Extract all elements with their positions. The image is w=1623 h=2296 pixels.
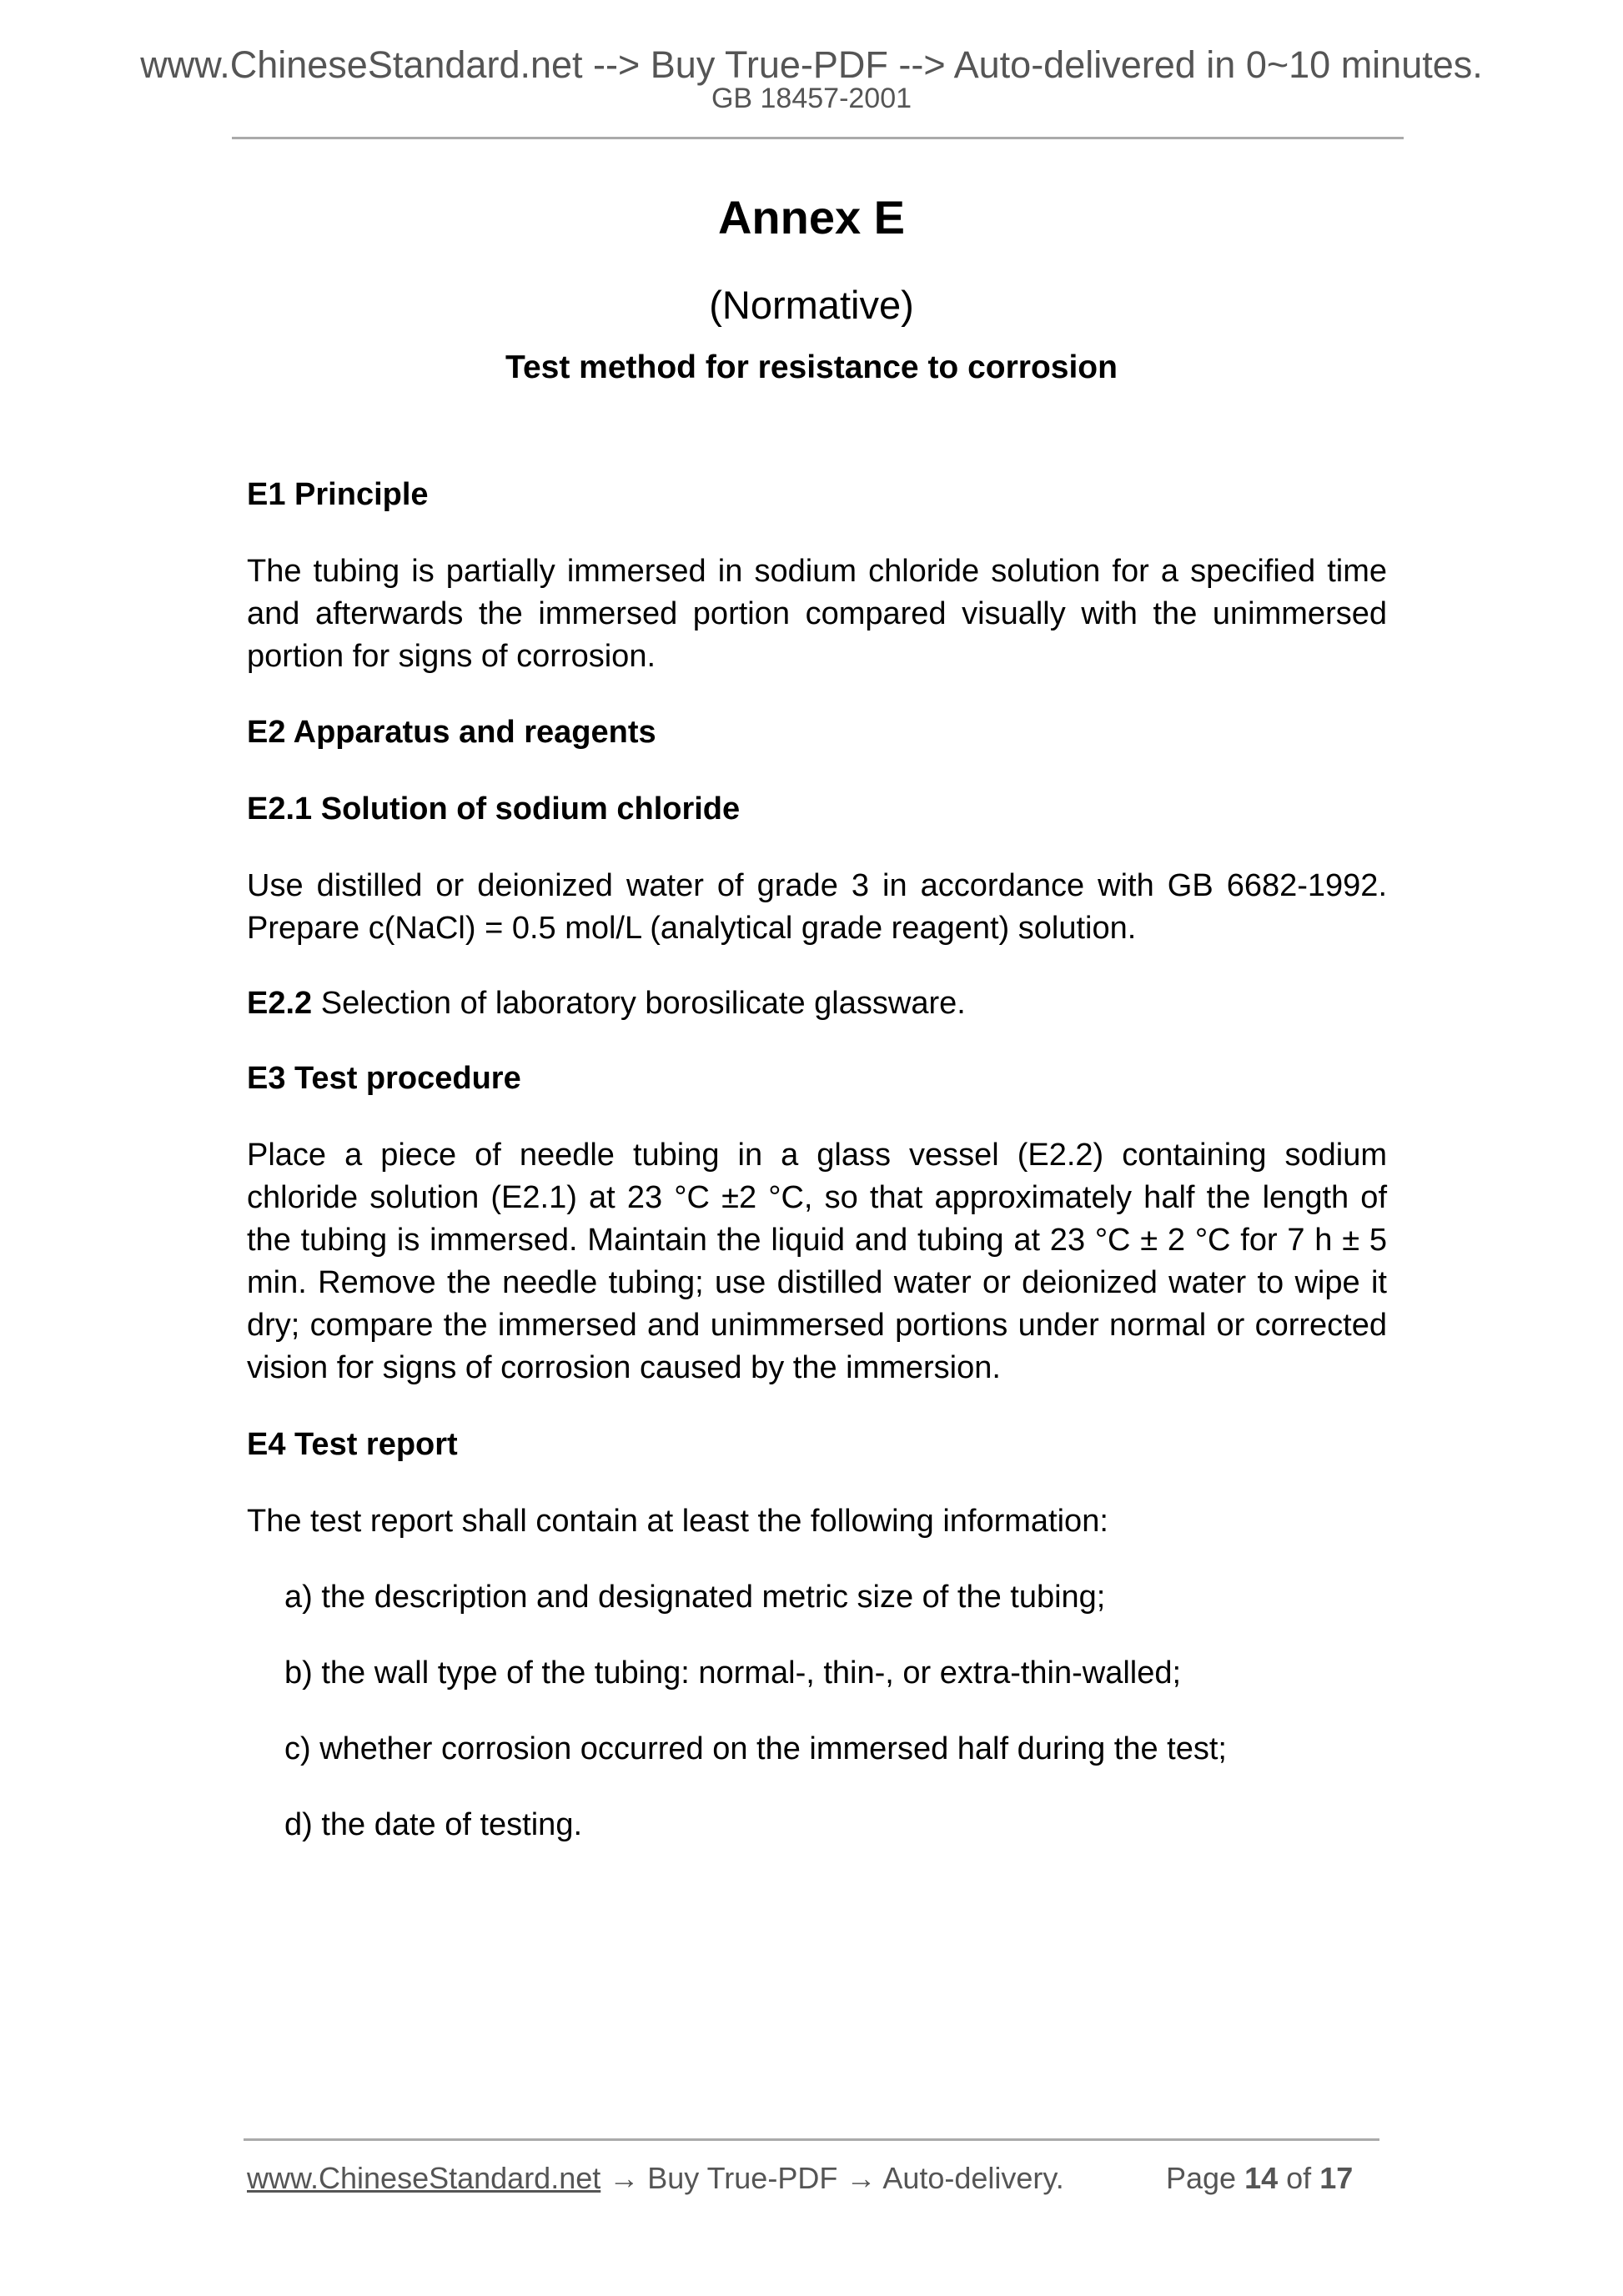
e2-heading: E2 Apparatus and reagents bbox=[247, 715, 656, 750]
page-label: Page bbox=[1166, 2161, 1237, 2195]
footer-tail: → Buy True-PDF → Auto-delivery. bbox=[600, 2161, 1064, 2195]
footer-divider bbox=[244, 2138, 1379, 2141]
annex-heading: Test method for resistance to corrosion bbox=[505, 349, 1118, 385]
footer-text bbox=[247, 2159, 1064, 2198]
list-item: d) the date of testing. bbox=[284, 1807, 583, 1842]
annex-title: Annex E bbox=[717, 191, 906, 244]
header-divider bbox=[232, 137, 1404, 139]
header-banner: www.ChineseStandard.net --> Buy True-PDF --> Auto-delivered in 0~10 minutes. bbox=[140, 43, 1483, 86]
e3-heading: E3 Test procedure bbox=[247, 1061, 521, 1096]
standard-number: GB 18457-2001 bbox=[711, 83, 912, 114]
e4-heading: E4 Test report bbox=[247, 1427, 458, 1462]
e22-label: E2.2 bbox=[247, 986, 313, 1021]
annex-type: (Normative) bbox=[709, 283, 914, 327]
page-of: of bbox=[1286, 2161, 1312, 2195]
list-item: b) the wall type of the tubing: normal-, thin-, or extra-thin-walled; bbox=[284, 1655, 1182, 1691]
footer-link[interactable]: www.ChineseStandard.net bbox=[247, 2161, 601, 2195]
page-total: 17 bbox=[1319, 2161, 1354, 2195]
page-number bbox=[1166, 2159, 1353, 2198]
e21-text: Use distilled or deionized water of grade 3 in accordance with GB 6682-1992. Prepare c(NaCl) = 0.5 mol/L (analytical grade reagent) solution. bbox=[247, 868, 1387, 946]
list-item: c) whether corrosion occurred on the immersed half during the test; bbox=[284, 1731, 1227, 1766]
e4-text: The test report shall contain at least the following information: bbox=[247, 1504, 1108, 1539]
e21-heading: E2.1 Solution of sodium chloride bbox=[247, 791, 741, 826]
list-item: a) the description and designated metric size of the tubing; bbox=[284, 1580, 1106, 1615]
e22-text: Selection of laboratory borosilicate glassware. bbox=[312, 986, 966, 1021]
page-current: 14 bbox=[1244, 2161, 1279, 2195]
e1-text: The tubing is partially immersed in sodium chloride solution for a specified time and afterwards the immersed portion compared visually with the unimmersed portion for signs of corrosion. bbox=[247, 554, 1387, 674]
e3-text: Place a piece of needle tubing in a glass vessel (E2.2) containing sodium chloride solution (E2.1) at 23 °C ±2 °C, so that approximately half the length of the tubing is immersed. Maintain the liquid and tubing at 23 °C ± 2 °C for 7 h ± 5 min. Remove the needle tubing; use distilled water or deionized water to wipe it dry; compare the immersed and unimmersed portions under normal or corrected vision for signs of corrosion caused by the immersion. bbox=[247, 1138, 1387, 1385]
e1-heading: E1 Principle bbox=[247, 477, 429, 512]
e22-paragraph bbox=[247, 982, 1387, 1025]
